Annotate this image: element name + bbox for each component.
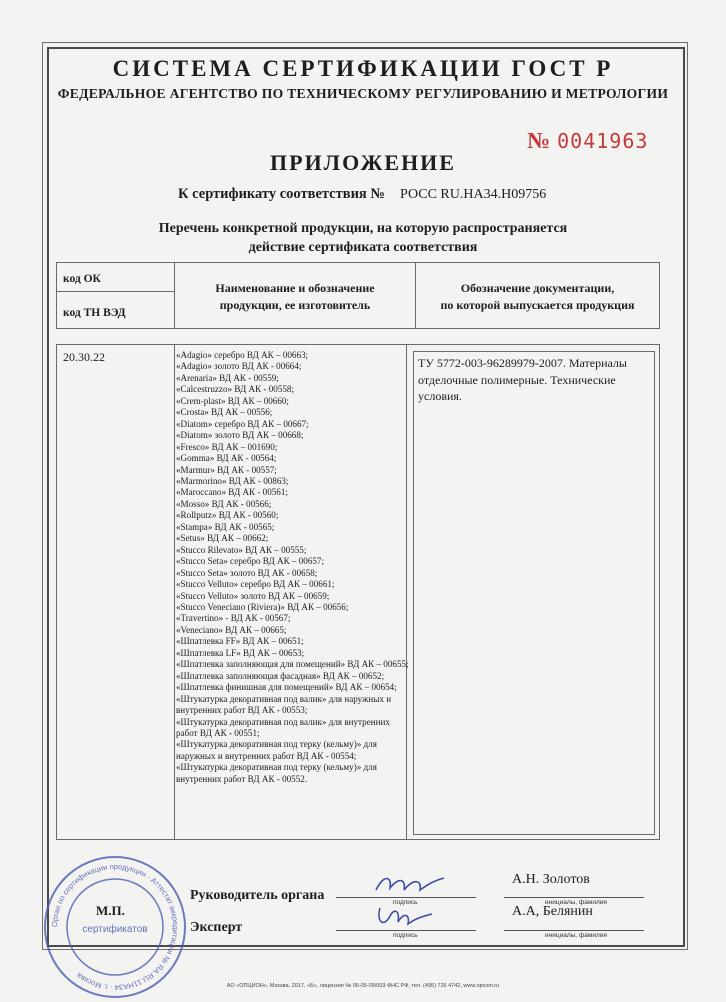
product-item: «Fresco» ВД АК – 001690; bbox=[176, 441, 278, 452]
product-item: «Diatom» серебро ВД АК – 00667; bbox=[176, 418, 309, 429]
product-item: «Штукатурка декоративная под терку (кельму)» для внутренних работ ВД АК - 00552. bbox=[176, 762, 377, 784]
product-item: «Stucco Veneciano (Riviera)» ВД АК – 00656; bbox=[176, 601, 349, 612]
head-name-line bbox=[504, 897, 644, 898]
product-item: «Maroccano» ВД АК - 00561; bbox=[176, 487, 288, 498]
expert-label: Эксперт bbox=[190, 920, 243, 935]
kod-tn-ved-label: код ТН ВЭД bbox=[63, 307, 126, 319]
product-item: «Stucco Velluto» золото ВД АК – 00659; bbox=[176, 590, 330, 601]
product-item: «Шпатлевка заполняющая фасадная» ВД АК – 00652; bbox=[176, 670, 385, 681]
product-item: «Diatom» золото ВД АК – 00668; bbox=[176, 430, 304, 441]
seal-ring-text: Орган по сертификации продукции · Аттестат аккредитации № RA.RU.11НА34 · г. Москва bbox=[49, 861, 181, 993]
number-sign: № bbox=[527, 128, 552, 153]
expert-name: А.А, Белянин bbox=[512, 904, 593, 919]
appendix-title: ПРИЛОЖЕНИЕ bbox=[270, 150, 456, 175]
product-item: «Stucco Seta» серебро ВД АК – 00657; bbox=[176, 556, 324, 567]
product-list bbox=[176, 350, 410, 785]
expert-signature-caption: подпись bbox=[393, 932, 418, 939]
product-header-line-1: Наименование и обозначение bbox=[215, 281, 375, 295]
header-divider-horizontal bbox=[57, 291, 174, 292]
product-item: «Stampa» ВД АК - 00565; bbox=[176, 521, 275, 532]
list-heading-line-1: Перечень конкретной продукции, на которую распространяется bbox=[158, 221, 568, 236]
expert-name-line bbox=[504, 930, 644, 931]
documentation-column-header bbox=[416, 280, 659, 314]
products-table bbox=[56, 344, 660, 840]
seal-stamp bbox=[40, 852, 190, 1002]
head-initials-caption: инициалы, фамилия bbox=[545, 899, 607, 906]
body-divider-1 bbox=[174, 345, 175, 839]
product-item: «Штукатурка декоративная под валик» для наружных и внутренних работ ВД АК - 00553; bbox=[176, 693, 392, 716]
product-item: «Crem-plast» ВД АК – 00660; bbox=[176, 395, 289, 406]
product-item: «Mosso» ВД АК - 00566; bbox=[176, 498, 272, 509]
product-column-header bbox=[175, 280, 415, 314]
list-heading-line-2: действие сертификата соответствия bbox=[248, 240, 478, 255]
product-item: «Шпатлевка FF» ВД АК – 00651; bbox=[176, 636, 304, 647]
product-item: «Travertino» - ВД АК - 00567; bbox=[176, 613, 291, 624]
expert-signature-stroke bbox=[379, 908, 432, 924]
product-item: «Adagio» золото ВД АК - 00664; bbox=[176, 361, 302, 372]
product-item: «Arenaria» ВД АК - 00559; bbox=[176, 372, 279, 383]
head-name: А.Н. Золотов bbox=[512, 872, 590, 887]
head-label: Руководитель органа bbox=[190, 888, 325, 903]
product-item: «Calcestruzzo» ВД АК - 00558; bbox=[176, 384, 294, 395]
documentation-header-line-1: Обозначение документации, bbox=[460, 281, 615, 295]
documentation-cell bbox=[413, 351, 655, 835]
seal-center-text: сертификатов bbox=[82, 924, 148, 935]
product-item: «Stucco Velluto» серебро ВД АК – 00661; bbox=[176, 579, 335, 590]
product-item: «Шпатлевка заполняющая для помещений» ВД АК – 00655; bbox=[176, 659, 409, 670]
certificate-label: К сертификату соответствия № bbox=[178, 186, 385, 202]
product-item: «Adagio» серебро ВД АК – 00663; bbox=[176, 350, 309, 360]
system-title: СИСТЕМА СЕРТИФИКАЦИИ ГОСТ Р bbox=[112, 56, 614, 81]
product-item: «Stucco Seta» золото ВД АК - 00658; bbox=[176, 567, 318, 578]
product-item: «Setus» ВД АК – 00662; bbox=[176, 533, 269, 544]
expert-initials-caption: инициалы, фамилия bbox=[545, 932, 607, 939]
footer-print-info: АО «ОПЦИОН», Москва, 2017, «Б», лицензия № 05-05-09/003 ФНС РФ, тел. (495) 726 4742, www.opcion.ru bbox=[226, 983, 500, 989]
product-item: «Шпатлевка финишная для помещений» ВД АК – 00654; bbox=[176, 682, 397, 693]
expert-signature bbox=[370, 902, 440, 934]
product-item: «Gomma» ВД АК - 00564; bbox=[176, 453, 277, 464]
product-item: «Stucco Rilevato» ВД АК – 00555; bbox=[176, 544, 307, 555]
head-signature-caption: подпись bbox=[393, 899, 418, 906]
head-signature-stroke bbox=[376, 878, 444, 890]
agency-name: ФЕДЕРАЛЬНОЕ АГЕНТСТВО ПО ТЕХНИЧЕСКОМУ РЕГУЛИРОВАНИЮ И МЕТРОЛОГИИ bbox=[57, 86, 669, 101]
form-number-digits: 0041963 bbox=[557, 129, 649, 153]
kod-ok-label: код ОК bbox=[63, 273, 101, 285]
product-item: «Marmur» ВД АК - 00557; bbox=[176, 464, 277, 475]
header-table bbox=[56, 262, 660, 329]
product-header-line-2: продукции, ее изготовитель bbox=[219, 298, 371, 312]
product-item: «Veneciano» ВД АК – 00665; bbox=[176, 624, 287, 635]
product-item: «Marmorino» ВД АК - 00863; bbox=[176, 475, 289, 486]
documentation-text: ТУ 5772-003-96289979-2007. Материалы отделочные полимерные. Технические условия. bbox=[418, 356, 627, 403]
certificate-number: РОСС RU.НА34.Н09756 bbox=[400, 187, 547, 202]
product-item: «Шпатлевка LF» ВД АК – 00653; bbox=[176, 647, 305, 658]
mp-label: М.П. bbox=[96, 903, 125, 918]
documentation-header-line-2: по которой выпускается продукция bbox=[440, 298, 635, 312]
product-item: «Штукатурка декоративная под валик» для внутренних работ ВД АК - 00551; bbox=[176, 716, 390, 738]
product-item: «Crosta» ВД АК – 00556; bbox=[176, 407, 273, 418]
product-item: «Rollputz» ВД АК - 00560; bbox=[176, 510, 279, 521]
list-heading bbox=[0, 219, 726, 257]
head-signature bbox=[370, 870, 450, 900]
product-item: «Штукатурка декоративная под терку (кельму)» для наружных и внутренних работ ВД АК - 00554; bbox=[176, 739, 377, 761]
okpd-code: 20.30.22 bbox=[63, 350, 105, 364]
